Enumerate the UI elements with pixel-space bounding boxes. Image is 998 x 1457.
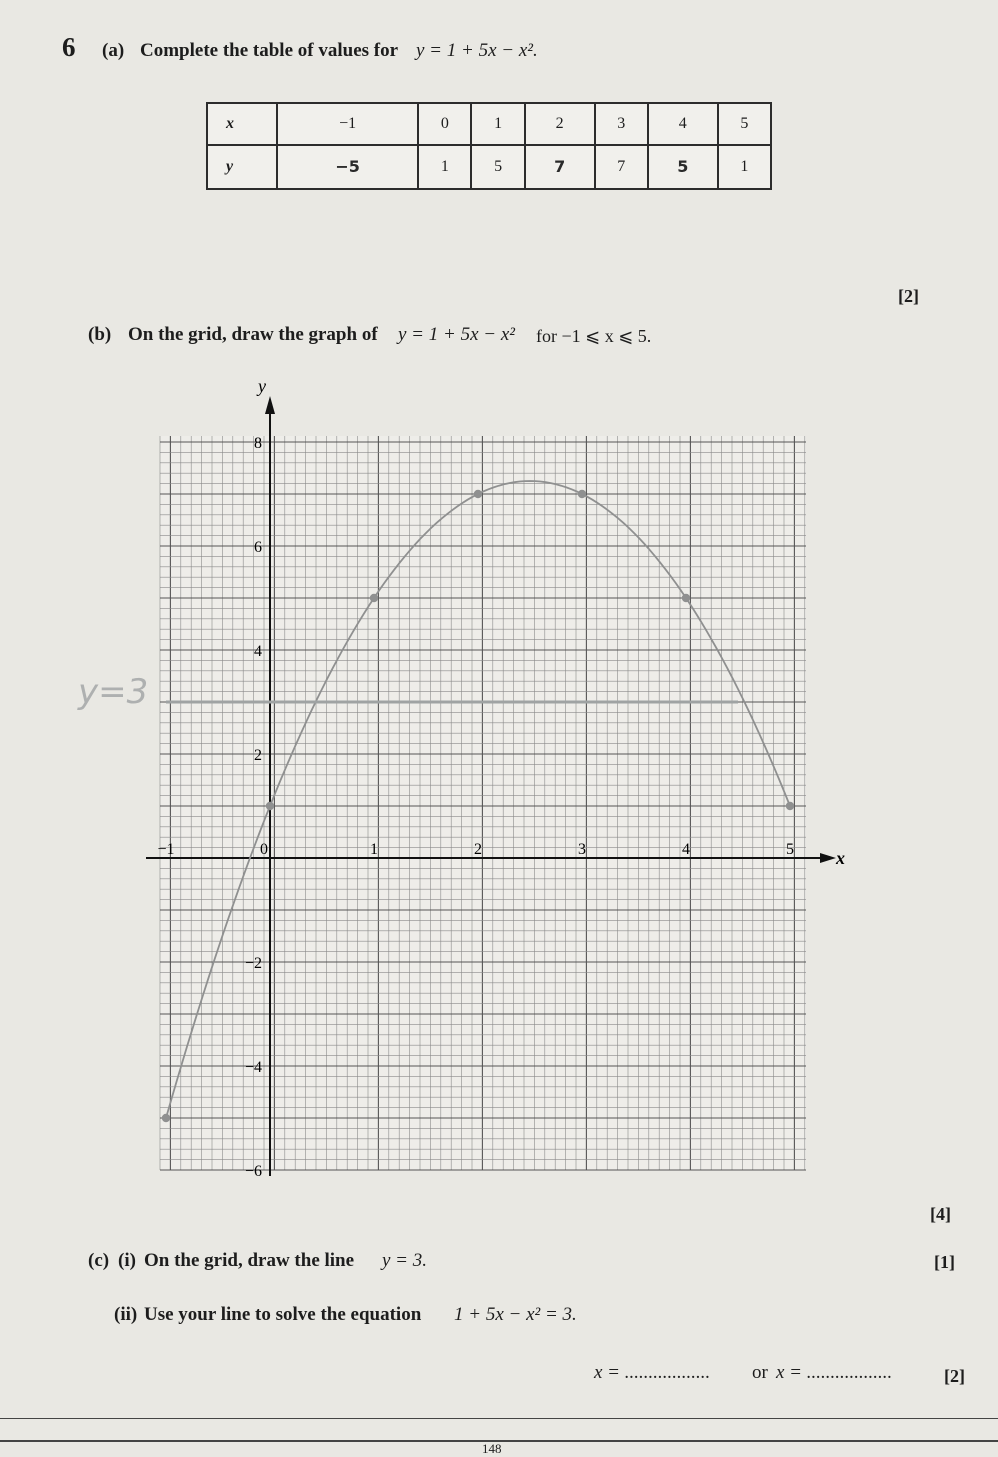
data-point	[682, 594, 690, 602]
y-tick-label: −4	[244, 1059, 262, 1076]
y-header-cell: y	[207, 145, 277, 189]
part-b-marks: [4]	[930, 1204, 951, 1224]
y-cell-handwritten[interactable]: −5	[277, 145, 418, 189]
data-point	[474, 490, 482, 498]
x-tick-label: 4	[682, 841, 690, 858]
x-cell: 2	[525, 103, 595, 145]
y-tick-label: 8	[254, 435, 262, 452]
part-c-i-marks: [1]	[934, 1252, 955, 1272]
x-tick-label: 3	[578, 841, 586, 858]
x-tick-label: 1	[370, 841, 378, 858]
part-a-label: (a)	[102, 40, 125, 61]
y-tick-label: 2	[254, 747, 262, 764]
part-c-label: (c)	[88, 1250, 110, 1271]
handwritten-line-label: y=3	[78, 672, 149, 712]
y-tick-label: 4	[254, 643, 262, 660]
data-point	[370, 594, 378, 602]
y-cell: 1	[718, 145, 771, 189]
footer-rule	[0, 1418, 998, 1419]
part-c-i-label: (i)	[118, 1250, 136, 1271]
y-tick-label: −2	[244, 955, 262, 972]
y-cell: 5	[471, 145, 524, 189]
x-cell: 0	[418, 103, 471, 145]
part-a-prompt: Complete the table of values for	[140, 40, 399, 61]
y-cell: 7	[595, 145, 648, 189]
x-axis-arrow-icon	[820, 853, 836, 863]
x-axis-label: x	[836, 848, 845, 868]
part-b-label: (b)	[88, 324, 112, 345]
part-c-ii-equation: 1 + 5x − x² = 3.	[454, 1304, 577, 1325]
x-header-cell: x	[207, 103, 277, 145]
y-axis-label: y	[258, 376, 266, 396]
data-point	[786, 802, 794, 810]
x-cell: 5	[718, 103, 771, 145]
answer-or: or	[752, 1362, 768, 1383]
part-b-equation: y = 1 + 5x − x²	[398, 324, 515, 345]
x-cell: 1	[471, 103, 524, 145]
x-cell: −1	[277, 103, 418, 145]
page-number: 148	[482, 1441, 502, 1456]
x-tick-label: −1	[157, 841, 175, 858]
answer-field-1[interactable]: x = ..................	[594, 1362, 711, 1383]
x-cell: 3	[595, 103, 648, 145]
question-number: 6	[62, 32, 76, 62]
part-c-ii-marks: [2]	[944, 1366, 965, 1386]
part-c-ii-label: (ii)	[114, 1304, 138, 1325]
x-cell: 4	[648, 103, 718, 145]
part-c-ii-prompt: Use your line to solve the equation	[144, 1304, 422, 1325]
y-cell: 1	[418, 145, 471, 189]
part-b-range: for −1 ⩽ x ⩽ 5.	[536, 326, 652, 346]
y-cell-handwritten[interactable]: 7	[525, 145, 595, 189]
y-tick-label: 6	[254, 539, 262, 556]
part-c-i-equation: y = 3.	[382, 1250, 428, 1271]
y-tick-label: −6	[244, 1163, 262, 1180]
part-a-equation: y = 1 + 5x − x².	[416, 40, 538, 61]
y-cell-handwritten[interactable]: 5	[648, 145, 718, 189]
x-tick-label: 0	[260, 841, 268, 858]
x-tick-label: 5	[786, 841, 794, 858]
y-axis-arrow-icon	[265, 396, 275, 414]
part-a-marks: [2]	[898, 286, 919, 306]
part-c-i-prompt: On the grid, draw the line	[144, 1250, 355, 1271]
part-b-prompt: On the grid, draw the graph of	[128, 324, 378, 345]
data-point	[162, 1114, 170, 1122]
data-point	[578, 490, 586, 498]
x-tick-label: 2	[474, 841, 482, 858]
answer-field-2[interactable]: x = ..................	[776, 1362, 893, 1383]
data-point	[266, 802, 274, 810]
